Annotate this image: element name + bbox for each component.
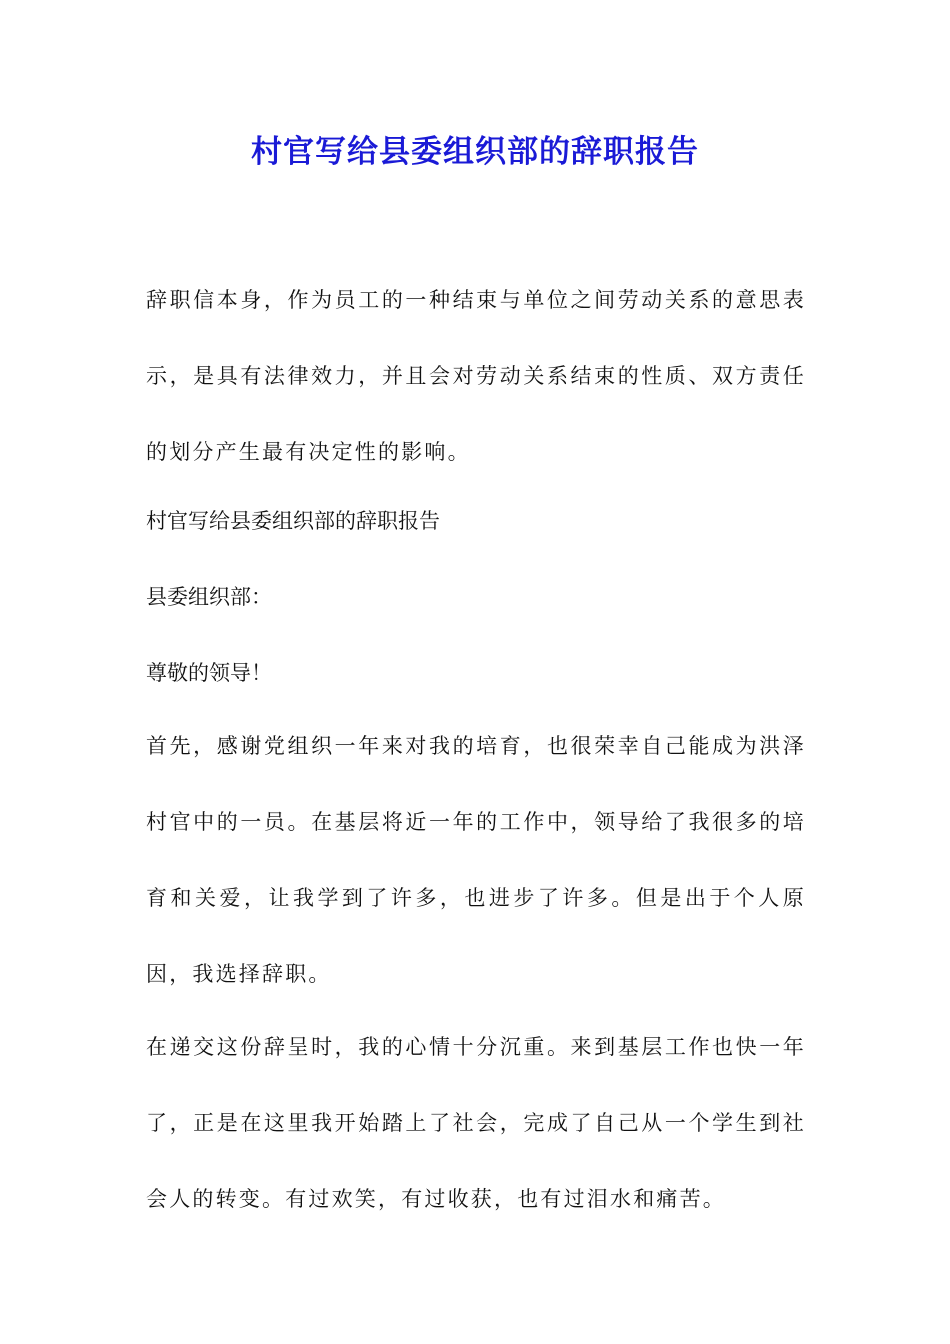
heading-repeat-paragraph: 村官写给县委组织部的辞职报告 bbox=[146, 509, 440, 533]
greeting-paragraph: 尊敬的领导！ bbox=[146, 661, 272, 685]
salutation-paragraph: 县委组织部： bbox=[146, 585, 272, 609]
document-title: 村官写给县委组织部的辞职报告 bbox=[251, 134, 699, 170]
body-paragraph-thanks: 首先，感谢党组织一年来对我的培育，也很荣幸自己能成为洪泽村官中的一员。在基层将近一年的工作中，领导给了我很多的培育和关爱，让我学到了许多，也进步了许多。但是出于个人原因，我选择辞职。 bbox=[146, 734, 806, 986]
document-body bbox=[146, 262, 806, 1244]
body-paragraph-resignation: 在递交这份辞呈时，我的心情十分沉重。来到基层工作也快一年了，正是在这里我开始踏上了社会，完成了自己从一个学生到社会人的转变。有过欢笑，有过收获，也有过泪水和痛苦。 bbox=[146, 1035, 806, 1211]
intro-paragraph: 辞职信本身，作为员工的一种结束与单位之间劳动关系的意思表示，是具有法律效力，并且会对劳动关系结束的性质、双方责任的划分产生最有决定性的影响。 bbox=[146, 288, 806, 464]
